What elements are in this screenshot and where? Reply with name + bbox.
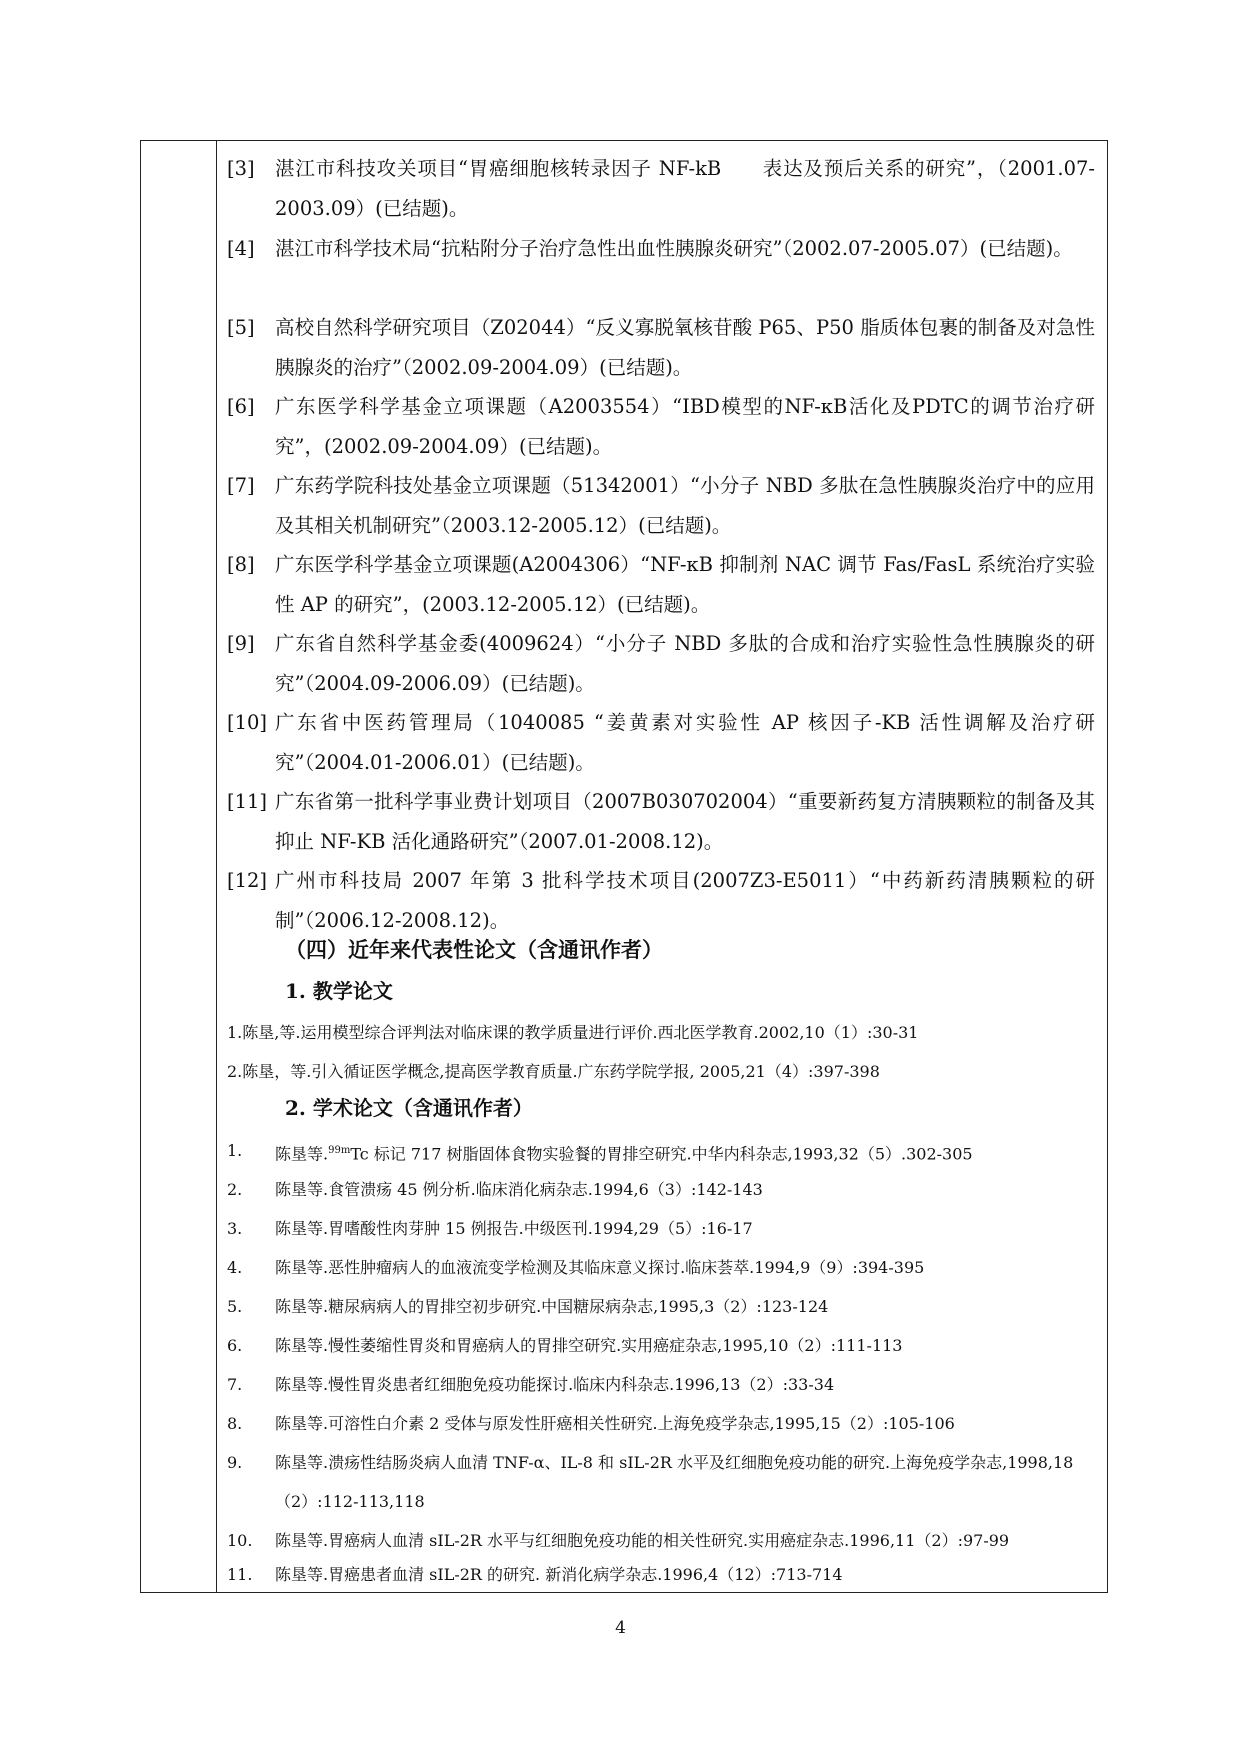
academic-paper xyxy=(227,1248,1095,1287)
paper-text: 陈垦等.胃癌病人血清 sIL-2R 水平与红细胞免疫功能的相关性研究.实用癌症杂志.1996,11（2）:97-99 xyxy=(275,1531,1010,1550)
academic-paper xyxy=(227,1326,1095,1365)
paper-text: 陈垦等.胃癌患者血清 sIL-2R 的研究. 新消化病学杂志.1996,4（12）:713-714 xyxy=(275,1565,843,1584)
project-text: 广东药学院科技处基金立项课题（51342001）“小分子 NBD 多肽在急性胰腺炎治疗中的应用及其相关机制研究”（2003.12-2005.12）(已结题)。 xyxy=(275,474,1095,537)
project-item xyxy=(227,387,1095,467)
project-text: 广东医学科学基金立项课题（A2003554）“IBD模型的NF-κB活化及PDTC的调节治疗研究”，(2002.09-2004.09）(已结题)。 xyxy=(275,395,1095,458)
academic-paper xyxy=(227,1555,1095,1594)
form-table xyxy=(140,140,1108,1593)
column-divider xyxy=(216,141,217,1592)
project-item xyxy=(227,149,1095,229)
academic-paper xyxy=(227,1443,1095,1521)
project-text: 高校自然科学研究项目（Z02044）“反义寡脱氧核苷酸 P65、P50 脂质体包裹的制备及对急性胰腺炎的治疗”（2002.09-2004.09）(已结题)。 xyxy=(275,316,1095,379)
section-heading: （四）近年来代表性论文（含通讯作者） xyxy=(285,937,663,962)
project-item xyxy=(227,545,1095,625)
project-number: [4] xyxy=(227,237,255,260)
project-number: [5] xyxy=(227,316,255,339)
academic-paper xyxy=(227,1209,1095,1248)
paper-text: 陈垦等.慢性萎缩性胃炎和胃癌病人的胃排空研究.实用癌症杂志,1995,10（2）:111-113 xyxy=(275,1336,903,1355)
paper-number: 11. xyxy=(227,1565,253,1584)
academic-paper xyxy=(227,1404,1095,1443)
project-number: [7] xyxy=(227,474,255,497)
project-text: 广东省第一批科学事业费计划项目（2007B030702004）“重要新药复方清胰颗粒的制备及其抑止 NF-KB 活化通路研究”（2007.01-2008.12)。 xyxy=(275,790,1095,853)
teaching-paper: 1.陈垦,等.运用模型综合评判法对临床课的教学质量进行评价.西北医学教育.2002,10（1）:30-31 xyxy=(227,1023,919,1042)
paper-text: 陈垦等.$^{99m}$Tc 标记 717 树脂固体食物实验餐的胃排空研究.中华内科杂志,1993,32（5）.302-305 xyxy=(275,1144,973,1164)
paper-number: 5. xyxy=(227,1297,243,1316)
paper-text: 陈垦等.胃嗜酸性肉芽肿 15 例报告.中级医刊.1994,29（5）:16-17 xyxy=(275,1219,753,1238)
project-item xyxy=(227,782,1095,862)
project-item xyxy=(227,466,1095,546)
project-number: [10] xyxy=(227,711,268,734)
paper-number: 9. xyxy=(227,1453,243,1472)
paper-text: 陈垦等.食管溃疡 45 例分析.临床消化病杂志.1994,6（3）:142-143 xyxy=(275,1180,763,1199)
academic-papers-heading: 2. 学术论文（含通讯作者） xyxy=(285,1096,533,1120)
paper-number: 8. xyxy=(227,1414,243,1433)
teaching-papers-heading: 1. 教学论文 xyxy=(285,979,393,1003)
project-number: [12] xyxy=(227,869,268,892)
project-item xyxy=(227,308,1095,388)
isotope-superscript: 99m xyxy=(328,1145,351,1156)
project-number: [3] xyxy=(227,157,255,180)
academic-paper xyxy=(227,1287,1095,1326)
project-number: [8] xyxy=(227,553,255,576)
project-number: [9] xyxy=(227,632,255,655)
paper-number: 10. xyxy=(227,1531,253,1550)
project-item xyxy=(227,229,1095,269)
project-item xyxy=(227,624,1095,704)
paper-number: 7. xyxy=(227,1375,243,1394)
academic-paper xyxy=(227,1131,1095,1173)
page-number: 4 xyxy=(615,1618,626,1638)
paper-text: 陈垦等.慢性胃炎患者红细胞免疫功能探讨.临床内科杂志.1996,13（2）:33-34 xyxy=(275,1375,835,1394)
academic-paper xyxy=(227,1365,1095,1404)
project-number: [6] xyxy=(227,395,255,418)
paper-number: 6. xyxy=(227,1336,243,1355)
paper-number: 2. xyxy=(227,1180,243,1199)
project-text: 湛江市科学技术局“抗粘附分子治疗急性出血性胰腺炎研究”（2002.07-2005.07）(已结题)。 xyxy=(275,237,1073,260)
paper-number: 3. xyxy=(227,1219,243,1238)
project-text: 广州市科技局 2007 年第 3 批科学技术项目(2007Z3-E5011）“中药新药清胰颗粒的研制”（2006.12-2008.12)。 xyxy=(275,869,1095,932)
paper-text: 陈垦等.恶性肿瘤病人的血液流变学检测及其临床意义探讨.临床荟萃.1994,9（9）:394-395 xyxy=(275,1258,925,1277)
project-number: [11] xyxy=(227,790,268,813)
project-text: 广东医学科学基金立项课题(A2004306）“NF-κB 抑制剂 NAC 调节 Fas/FasL 系统治疗实验性 AP 的研究”，(2003.12-2005.12）(已结题)。 xyxy=(275,553,1095,616)
paper-text: 陈垦等.溃疡性结肠炎病人血清 TNF-α、IL-8 和 sIL-2R 水平及红细胞免疫功能的研究.上海免疫学杂志,1998,18（2）:112-113,118 xyxy=(275,1453,1074,1511)
project-text: 广东省自然科学基金委(4009624）“小分子 NBD 多肽的合成和治疗实验性急性胰腺炎的研究”（2004.09-2006.09）(已结题)。 xyxy=(275,632,1095,695)
paper-number: 1. xyxy=(227,1141,243,1160)
project-text: 湛江市科技攻关项目“胃癌细胞核转录因子 NF-kB 表达及预后关系的研究”，（2001.07-2003.09）(已结题)。 xyxy=(275,157,1095,220)
paper-text: 陈垦等.糖尿病病人的胃排空初步研究.中国糖尿病杂志,1995,3（2）:123-124 xyxy=(275,1297,829,1316)
project-item xyxy=(227,861,1095,941)
teaching-paper: 2.陈垦，等.引入循证医学概念,提高医学教育质量.广东药学院学报, 2005,21（4）:397-398 xyxy=(227,1062,880,1081)
paper-text: 陈垦等.可溶性白介素 2 受体与原发性肝癌相关性研究.上海免疫学杂志,1995,15（2）:105-106 xyxy=(275,1414,955,1433)
paper-number: 4. xyxy=(227,1258,243,1277)
academic-paper xyxy=(227,1170,1095,1209)
project-text: 广东省中医药管理局（1040085 “姜黄素对实验性 AP 核因子-KB 活性调解及治疗研究”（2004.01-2006.01）(已结题)。 xyxy=(275,711,1095,774)
project-item xyxy=(227,703,1095,783)
